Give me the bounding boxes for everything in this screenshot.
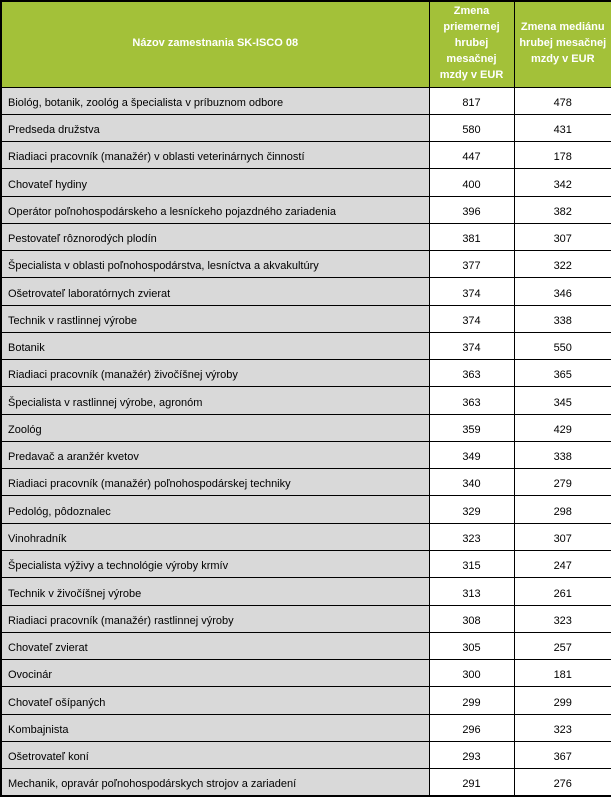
median-wage-change-cell: 322 (514, 251, 611, 278)
avg-wage-change-cell: 381 (429, 223, 514, 250)
median-wage-change-cell: 382 (514, 196, 611, 223)
median-wage-change-cell: 345 (514, 387, 611, 414)
median-wage-change-cell: 307 (514, 523, 611, 550)
avg-wage-change-cell: 580 (429, 114, 514, 141)
median-wage-change-cell: 550 (514, 332, 611, 359)
table-row (1, 441, 611, 468)
table-row (1, 687, 611, 714)
occupation-cell: Pestovateľ rôznorodých plodín (1, 223, 429, 250)
table-row (1, 223, 611, 250)
table-header (1, 1, 611, 87)
median-wage-change-cell: 323 (514, 714, 611, 741)
median-wage-change-cell: 367 (514, 741, 611, 768)
table-row (1, 305, 611, 332)
table-row (1, 114, 611, 141)
median-wage-change-cell: 365 (514, 360, 611, 387)
avg-wage-change-cell: 299 (429, 687, 514, 714)
occupation-cell: Ovocinár (1, 660, 429, 687)
occupation-cell: Technik v rastlinnej výrobe (1, 305, 429, 332)
avg-wage-change-cell: 308 (429, 605, 514, 632)
table-row (1, 414, 611, 441)
table-row (1, 360, 611, 387)
median-wage-change-cell: 307 (514, 223, 611, 250)
avg-wage-change-cell: 291 (429, 769, 514, 796)
avg-wage-change-cell: 447 (429, 142, 514, 169)
avg-wage-change-cell: 323 (429, 523, 514, 550)
occupation-cell: Predavač a aranžér kvetov (1, 441, 429, 468)
median-wage-change-cell: 279 (514, 469, 611, 496)
avg-wage-change-cell: 296 (429, 714, 514, 741)
table-row (1, 196, 611, 223)
median-wage-change-cell: 429 (514, 414, 611, 441)
avg-wage-change-cell: 396 (429, 196, 514, 223)
avg-wage-change-cell: 817 (429, 87, 514, 114)
table-row (1, 142, 611, 169)
avg-wage-change-cell: 315 (429, 551, 514, 578)
occupation-cell: Ošetrovateľ laboratórnych zvierat (1, 278, 429, 305)
occupation-cell: Biológ, botanik, zoológ a špecialista v príbuznom odbore (1, 87, 429, 114)
avg-wage-change-cell: 377 (429, 251, 514, 278)
median-wage-change-cell: 323 (514, 605, 611, 632)
median-wage-change-cell: 261 (514, 578, 611, 605)
median-wage-change-cell: 346 (514, 278, 611, 305)
table-row (1, 551, 611, 578)
median-wage-change-cell: 178 (514, 142, 611, 169)
table-row (1, 387, 611, 414)
avg-wage-change-cell: 313 (429, 578, 514, 605)
column-header-occupation: Názov zamestnania SK-ISCO 08 (1, 1, 429, 87)
occupation-cell: Chovateľ zvierat (1, 632, 429, 659)
table-row (1, 523, 611, 550)
occupation-cell: Chovateľ hydiny (1, 169, 429, 196)
avg-wage-change-cell: 340 (429, 469, 514, 496)
avg-wage-change-cell: 400 (429, 169, 514, 196)
table-row (1, 741, 611, 768)
occupation-cell: Kombajnista (1, 714, 429, 741)
avg-wage-change-cell: 363 (429, 360, 514, 387)
occupation-cell: Mechanik, opravár poľnohospodárskych strojov a zariadení (1, 769, 429, 796)
avg-wage-change-cell: 329 (429, 496, 514, 523)
occupation-cell: Špecialista výživy a technológie výroby krmív (1, 551, 429, 578)
avg-wage-change-cell: 359 (429, 414, 514, 441)
occupation-cell: Riadiaci pracovník (manažér) v oblasti veterinárnych činností (1, 142, 429, 169)
avg-wage-change-cell: 374 (429, 278, 514, 305)
median-wage-change-cell: 342 (514, 169, 611, 196)
occupation-cell: Zoológ (1, 414, 429, 441)
median-wage-change-cell: 298 (514, 496, 611, 523)
table-row (1, 87, 611, 114)
table-row (1, 714, 611, 741)
table-row (1, 251, 611, 278)
table-row (1, 469, 611, 496)
table-row (1, 169, 611, 196)
occupation-cell: Botanik (1, 332, 429, 359)
table-body (1, 87, 611, 796)
avg-wage-change-cell: 374 (429, 305, 514, 332)
occupation-cell: Špecialista v oblasti poľnohospodárstva, lesníctva a akvakultúry (1, 251, 429, 278)
occupation-cell: Technik v živočíšnej výrobe (1, 578, 429, 605)
avg-wage-change-cell: 374 (429, 332, 514, 359)
table-row (1, 496, 611, 523)
table-row (1, 332, 611, 359)
avg-wage-change-cell: 293 (429, 741, 514, 768)
table-row (1, 632, 611, 659)
column-header-median-wage-change: Zmena mediánu hrubej mesačnej mzdy v EUR (514, 1, 611, 87)
median-wage-change-cell: 478 (514, 87, 611, 114)
table-row (1, 278, 611, 305)
occupation-cell: Riadiaci pracovník (manažér) rastlinnej výroby (1, 605, 429, 632)
median-wage-change-cell: 257 (514, 632, 611, 659)
median-wage-change-cell: 338 (514, 441, 611, 468)
occupation-cell: Vinohradník (1, 523, 429, 550)
avg-wage-change-cell: 349 (429, 441, 514, 468)
occupation-cell: Ošetrovateľ koní (1, 741, 429, 768)
median-wage-change-cell: 181 (514, 660, 611, 687)
occupation-cell: Riadiaci pracovník (manažér) živočíšnej výroby (1, 360, 429, 387)
occupation-cell: Špecialista v rastlinnej výrobe, agronóm (1, 387, 429, 414)
column-header-avg-wage-change: Zmena priemernej hrubej mesačnej mzdy v EUR (429, 1, 514, 87)
median-wage-change-cell: 299 (514, 687, 611, 714)
median-wage-change-cell: 338 (514, 305, 611, 332)
occupation-cell: Predseda družstva (1, 114, 429, 141)
table-row (1, 660, 611, 687)
table-row (1, 605, 611, 632)
median-wage-change-cell: 276 (514, 769, 611, 796)
median-wage-change-cell: 247 (514, 551, 611, 578)
occupation-cell: Pedológ, pôdoznalec (1, 496, 429, 523)
occupation-cell: Chovateľ ošípaných (1, 687, 429, 714)
occupation-cell: Operátor poľnohospodárskeho a lesníckeho pojazdného zariadenia (1, 196, 429, 223)
table-row (1, 578, 611, 605)
avg-wage-change-cell: 305 (429, 632, 514, 659)
avg-wage-change-cell: 363 (429, 387, 514, 414)
table-row (1, 769, 611, 796)
header-row (1, 1, 611, 87)
median-wage-change-cell: 431 (514, 114, 611, 141)
occupation-cell: Riadiaci pracovník (manažér) poľnohospodárskej techniky (1, 469, 429, 496)
avg-wage-change-cell: 300 (429, 660, 514, 687)
